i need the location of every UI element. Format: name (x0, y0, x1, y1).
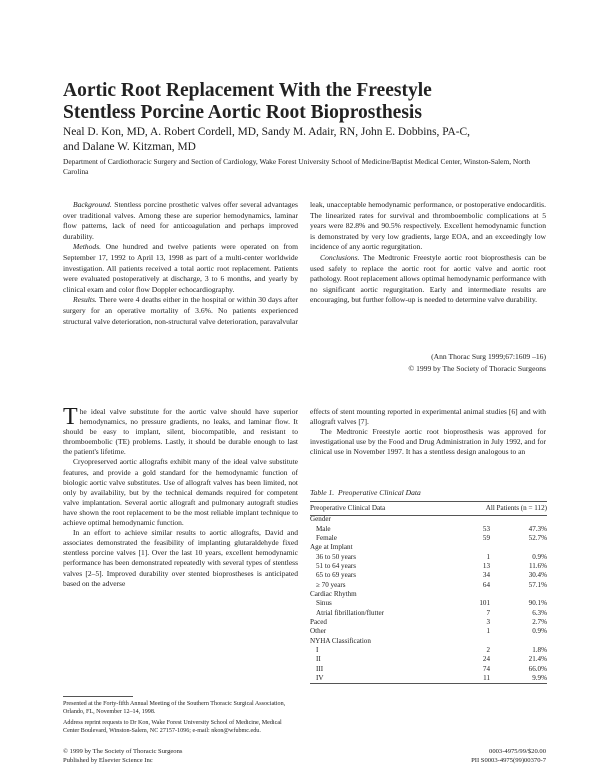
body-right-column (310, 407, 546, 457)
row-percent (490, 515, 547, 524)
row-percent (490, 543, 547, 552)
body-paragraph-3: In an effort to achieve similar results to aortic allografts, David and associates demonstrated the feasibility of implanting glutaraldehyde fixed stentless porcine valves [1]. Over the last 10 years, excellent hemodynamic performance has been demonstrated repeatedly with several types of stentless valves [2–5]. Improved durability over stented bioprostheses is anticipated based on the adverse (63, 528, 298, 588)
row-percent: 6.3% (532, 608, 547, 617)
footnote-rule (63, 696, 133, 697)
body-paragraph-5: The Medtronic Freestyle aortic root bioprosthesis was approved for investigational use by the Food and Drug Administration in July 1992, and for clinical use in November 1997. It has a stentless design analogous to an (310, 427, 546, 457)
table-row (310, 599, 547, 608)
body-paragraph-1: The ideal valve substitute for the aortic valve should have superior hemodynamics, no pressure gradients, no leaks, and laminar flow. It should be easy to implant, silent, biocompatible, and resistant to thromboembolic (TE) problems. Lastly, it should be durable enough to last the patient's lifetime. (63, 404, 298, 457)
row-percent: 1.8% (532, 646, 547, 654)
society-copyright: © 1999 by The Society of Thoracic Surgeons (408, 364, 546, 373)
row-label: Paced (310, 617, 327, 626)
table-caption-text: Preoperative Clinical Data (338, 488, 421, 497)
background-label: Background. (73, 200, 112, 209)
table-bottom-rule (310, 683, 547, 684)
row-count: 13 (482, 561, 490, 570)
table-header-label: Preoperative Clinical Data (310, 503, 386, 512)
row-count: 3 (486, 617, 490, 626)
row-count: 11 (483, 674, 490, 683)
footer-right (346, 748, 546, 765)
row-label: III (316, 664, 324, 673)
title-line-1: Aortic Root Replacement With the Freestyle (63, 80, 432, 101)
footnote-presented: Presented at the Forty-fifth Annual Meeting of the Southern Thoracic Surgical Association, Orlando, FL, November 12–14, 1998. (63, 701, 286, 715)
row-count: 1 (486, 552, 490, 561)
table-row (310, 525, 547, 534)
abstract-left-column (63, 200, 298, 327)
title-line-2: Stentless Porcine Aortic Root Bioprosthesis (63, 102, 422, 123)
author-list (63, 125, 553, 154)
conclusions-label: Conclusions. (320, 252, 360, 262)
drop-cap: T (63, 404, 78, 430)
table-row (310, 581, 547, 590)
footer-copyright: © 1999 by The Society of Thoracic Surgeons (63, 748, 183, 755)
row-count: 24 (482, 655, 490, 664)
row-percent: 90.1% (528, 599, 547, 608)
table-row (310, 571, 547, 580)
article-title (63, 80, 543, 124)
table-row (310, 515, 547, 524)
row-label: Cardiac Rhythm (310, 589, 357, 598)
row-count: 74 (482, 664, 490, 673)
row-label: Sinus (316, 599, 332, 608)
table-label: Table 1. (310, 488, 335, 497)
row-label: 36 to 50 years (316, 552, 356, 561)
table-row (310, 665, 547, 674)
body-paragraph-2: Cryopreserved aortic allografts exhibit many of the ideal valve substitute features, and provide a gold standard for the hemodynamic function of biologic aortic valve substitutes. Use of allograft valves has been limited, not only by availability, but by the technical demands required for competent valve implantation. Several aortic allograft and pulmonary autograft studies have shown the root replacement to be the most reliable implant technique to achieve optimal hemodynamic function. (63, 457, 298, 528)
row-label: 51 to 64 years (316, 561, 356, 570)
row-count: 64 (482, 580, 490, 589)
row-percent: 21.4% (528, 655, 547, 664)
table-row (310, 627, 547, 636)
row-label: Male (316, 524, 331, 533)
abstract-right-column (310, 200, 546, 306)
journal-citation: (Ann Thorac Surg 1999;67:1609 –16) (431, 352, 546, 361)
table-header (310, 502, 547, 515)
row-count: 2 (486, 646, 490, 654)
row-percent: 52.7% (528, 533, 547, 542)
row-percent: 2.7% (532, 617, 547, 626)
row-percent: 0.9% (532, 552, 547, 561)
row-label: 65 to 69 years (316, 571, 356, 580)
row-count: 1 (486, 627, 490, 636)
abstract-results: Results. There were 4 deaths either in the hospital or within 30 days after surgery for an operative mortality of 3.6%. No patients experienced structural valve deterioration, non-structural valve deterioration, paravalvular (63, 295, 298, 326)
table-row (310, 590, 547, 599)
row-percent: 30.4% (528, 571, 547, 580)
table-row (310, 534, 547, 543)
table-1 (310, 488, 547, 684)
abstract-background: Background. Stentless porcine prosthetic valves offer several advantages over traditional valves. Among these are superior hemodynamics, laminar flow patterns, lack of need for anticoagulation and perhaps improved durability. (63, 200, 299, 241)
footer-left (63, 748, 303, 765)
row-label: Other (310, 627, 327, 636)
body-paragraph-4: effects of stent mounting reported in experimental animal studies [6] and with allograft valves [7]. (310, 407, 546, 427)
row-count: 101 (479, 599, 490, 608)
row-percent: 66.0% (528, 664, 547, 673)
footnote-reprints: Address reprint requests to Dr Kon, Wake Forest University School of Medicine, Medical Center Boulevard, Winston-Salem, NC 27157-1096; e-mail: nkon@wfubmc.edu. (63, 720, 282, 734)
row-label: II (316, 655, 321, 664)
row-percent (490, 637, 547, 646)
row-label: IV (316, 674, 324, 683)
affiliation: Department of Cardiothoracic Surgery and Section of Cardiology, Wake Forest University School of Medicine/Baptist Medical Center, Winston-Salem, North Carolina (63, 157, 531, 176)
row-count (440, 543, 490, 552)
row-percent (490, 590, 547, 599)
table-caption (310, 488, 547, 497)
table-row (310, 609, 547, 618)
footer-publisher: Published by Elsevier Science Inc (63, 756, 153, 764)
row-count: 59 (482, 533, 490, 542)
abstract-results-cont: leak, unacceptable hemodynamic performance, or postoperative endocarditis. The linearized rates for survival and thromboembolic complications at 5 years were 82.8% and 90.5% respectively. Excellent hemodynamic function is demonstrated by very low gradients, large EOA, and an exceedingly low incidence of any aortic regurgitation. (310, 200, 546, 252)
row-count: 53 (482, 524, 490, 533)
row-label: ≥ 70 years (316, 580, 346, 589)
methods-label: Methods. (73, 242, 102, 252)
row-label: Atrial fibrillation/flutter (316, 608, 384, 617)
table-row (310, 553, 547, 562)
table-row (310, 655, 547, 664)
table-row (310, 543, 547, 552)
row-percent: 11.6% (528, 561, 547, 570)
authors-line-1: Neal D. Kon, MD, A. Robert Cordell, MD, Sandy M. Adair, RN, John E. Dobbins, PA-C, (63, 126, 470, 138)
row-percent: 0.9% (532, 627, 547, 636)
row-label: Female (316, 533, 337, 542)
table-row (310, 562, 547, 571)
row-label: Gender (310, 515, 331, 524)
row-label: I (316, 646, 319, 654)
results-label: Results. (73, 295, 97, 305)
footnotes (63, 700, 298, 735)
authors-line-2: and Dalane W. Kitzman, MD (63, 140, 196, 153)
row-percent: 57.1% (528, 580, 547, 589)
footer-issn: 0003-4975/99/$20.00 (489, 748, 546, 755)
row-percent: 9.9% (532, 674, 547, 683)
table-header-count: All Patients (n = 112) (485, 503, 547, 512)
row-label: NYHA Classification (310, 636, 371, 645)
abstract-methods: Methods. One hundred and twelve patients were operated on from September 17, 1992 to April 13, 1998 as part of a multi-center worldwide investigation. All patients received a total aortic root replacement. Patients were evaluated postoperatively at discharge, 3 to 6 months, and yearly by clinical exam and color flow Doppler echocardiography. (63, 242, 298, 294)
body-left-column (63, 404, 298, 589)
table-row (310, 637, 547, 646)
table-row (310, 618, 547, 627)
table-row (310, 646, 547, 655)
row-count (440, 515, 490, 524)
row-count: 34 (482, 571, 490, 580)
abstract-conclusions: Conclusions. The Medtronic Freestyle aortic root bioprosthesis can be used safely to replace the aortic root for aortic valve and aortic root pathology. Root replacement allows optimal hemodynamic performance with no significant aortic regurgitation. Early and intermediate results are encouraging, but further follow-up is needed to determine valve durability. (310, 252, 546, 305)
row-count (440, 637, 490, 646)
row-count (440, 590, 490, 599)
footer-pii: PII S0003-4975(99)00370-7 (471, 756, 546, 764)
row-label: Age at Implant (310, 543, 353, 552)
row-count: 7 (486, 608, 490, 617)
table-row (310, 674, 547, 683)
row-percent: 47.3% (528, 524, 547, 533)
table-body (310, 515, 547, 683)
